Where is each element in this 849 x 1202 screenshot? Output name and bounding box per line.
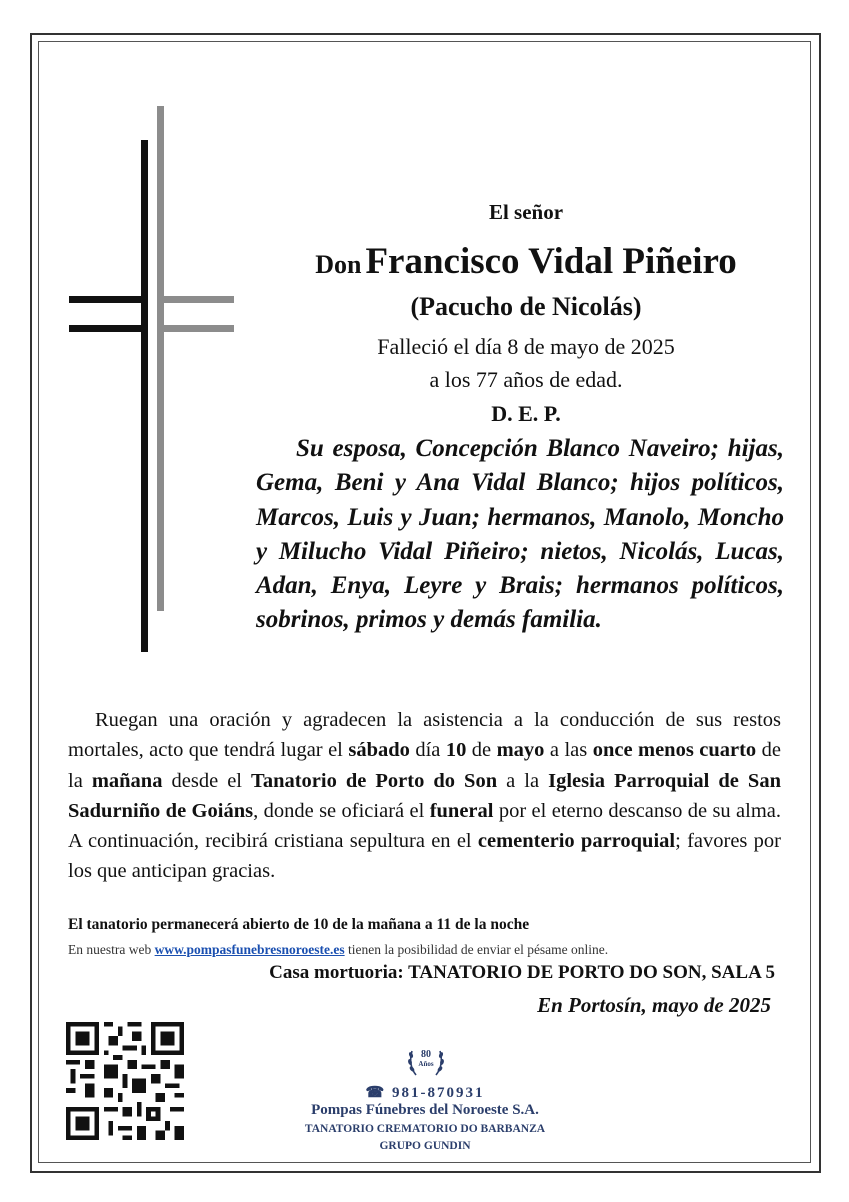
cross-black-vertical (141, 140, 148, 652)
web-suffix: tienen la posibilidad de enviar el pésame online. (344, 942, 609, 957)
logo-number: 80 (421, 1049, 431, 1060)
body-text-6: desde el (162, 769, 252, 792)
body-bold-church: Iglesia Parroquial de San Sadurniño de Goiáns (68, 769, 781, 822)
body-text-3: de (466, 739, 497, 762)
body-bold-time: once menos cuarto (592, 739, 757, 762)
tanatorio-hours: El tanatorio permanecerá abierto de 10 de la mañana a 11 de la noche (68, 916, 530, 933)
phone-number[interactable] (250, 1083, 600, 1102)
company-name: Pompas Fúnebres del Noroeste S.A. (311, 1102, 539, 1118)
place-date: En Portosín, mayo de 2025 (537, 993, 771, 1017)
rip-label: D. E. P. (491, 401, 561, 426)
web-prefix: En nuestra web (68, 942, 155, 957)
web-note (68, 942, 608, 958)
nickname: (Pacucho de Nicolás) (410, 292, 642, 321)
body-text-2: día (409, 739, 446, 762)
death-date: Falleció el día 8 de mayo de 2025 (377, 334, 675, 359)
body-bold-day: sábado (348, 739, 410, 762)
body-text-5: de la (68, 739, 781, 792)
body-bold-date: 10 (445, 739, 467, 762)
phone-text: 981-870931 (391, 1085, 485, 1101)
body-text-7: a la (497, 769, 549, 792)
qr-code-icon[interactable] (66, 1022, 184, 1140)
honorific: Don (315, 250, 362, 279)
mortuary-location: Casa mortuoria: TANATORIO DE PORTO DO SON, SALA 5 (269, 962, 775, 983)
family-list: Su esposa, Concepción Blanco Naveiro; hijas, Gema, Beni y Ana Vidal Blanco; hijos políticos, Marcos, Luis y Juan; hermanos, Manolo, Moncho y Milucho Vidal Piñeiro; nietos, Nicolás, Lucas, Adan, Enya, Leyre y Brais; hermanos políticos, sobrinos, primos y demás familia. (256, 435, 784, 634)
deceased-name (256, 240, 796, 283)
crematorio-name: TANATORIO CREMATORIO DO BARBANZA (304, 1123, 546, 1135)
body-text-8: , donde se oficiará el (253, 799, 430, 822)
phone-icon: ☎ (365, 1085, 387, 1101)
body-text-9: por el eterno descanso de su alma. A continuación, recibirá cristiana sepultura en el (68, 799, 782, 853)
title-label: El señor (488, 200, 564, 224)
age: a los 77 años de edad. (429, 367, 623, 392)
body-bold-month: mayo (496, 739, 545, 762)
cross-gray-arm-bottom (160, 325, 234, 332)
cross-gray-vertical (157, 106, 164, 611)
cross-black-arm-bottom (69, 325, 146, 332)
body-text-4: a las (544, 739, 593, 762)
body-text-1: Ruegan una oración y agradecen la asistencia a la conducción de sus restos mortales, acto que tendrá lugar el (68, 709, 781, 762)
body-bold-morning: mañana (91, 769, 163, 792)
cross-black-arm-top (69, 296, 146, 303)
group-name: GRUPO GUNDIN (379, 1140, 471, 1152)
body-text-10: ; favores por los que anticipan gracias. (68, 830, 782, 883)
full-name: Francisco Vidal Piñeiro (365, 241, 737, 282)
cross-gray-arm-top (160, 296, 234, 303)
body-bold-tanatorio: Tanatorio de Porto do Son (251, 769, 498, 792)
logo-years: Años (418, 1060, 434, 1068)
body-bold-cemetery: cementerio parroquial (477, 830, 676, 853)
ceremony-details (68, 705, 781, 887)
body-bold-funeral: funeral (429, 799, 494, 822)
website-link[interactable]: www.pompasfunebresnoroeste.es (154, 942, 345, 957)
laurel-80-anos-logo (402, 1035, 450, 1083)
